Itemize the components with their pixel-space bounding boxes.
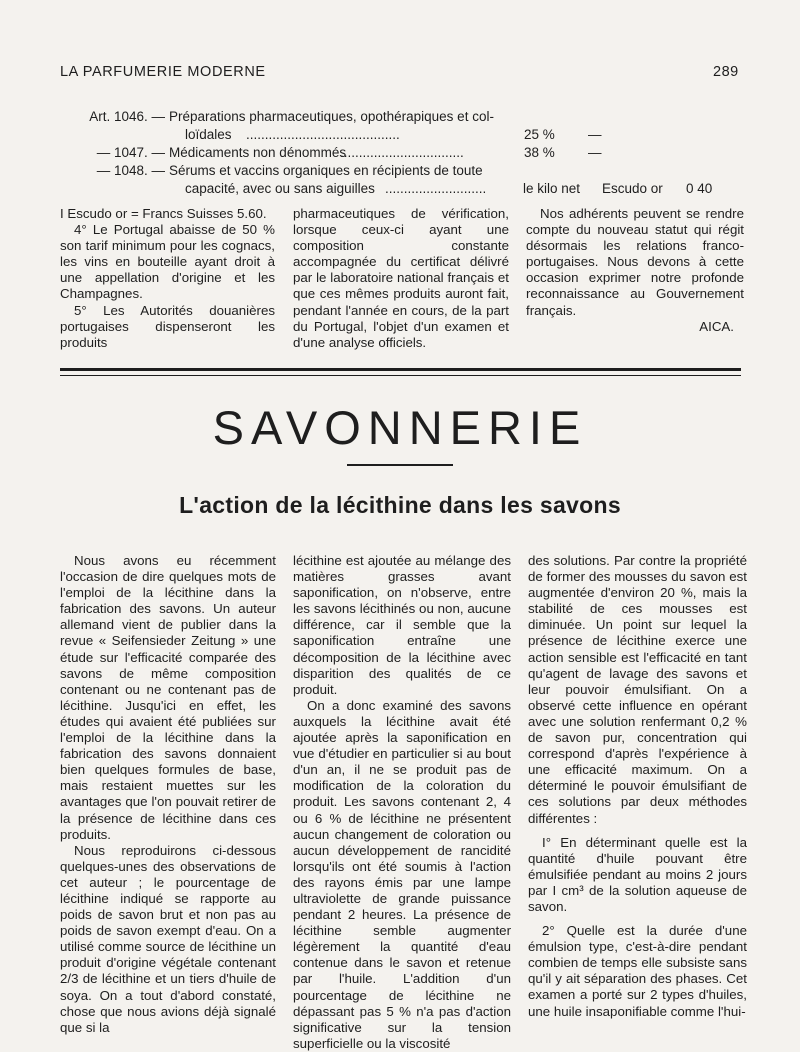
paragraph: Nos adhérents peuvent se rendre compte du nouveau statut qui régit désormais les relations franco-portugaises. Nous devons à cette occasion exprimer notre profonde reconnaissance au Gouvernement français.: [526, 206, 744, 318]
leader-dots: ...........................: [385, 181, 487, 196]
intro-column-2: [293, 206, 509, 351]
tariff-rate: 25 %: [524, 127, 555, 142]
tariff-currency: Escudo or: [602, 181, 663, 196]
paragraph: I Escudo or = Francs Suisses 5.60.: [60, 206, 267, 221]
paragraph: 5° Les Autorités douanières portugaises dispenseront les produits: [60, 302, 275, 350]
article-title: L'action de la lécithine dans les savons: [179, 492, 621, 518]
section-divider-thin: [60, 375, 741, 376]
paragraph: 4° Le Portugal abaisse de 50 % son tarif minimum pour les cognacs, les vins en bouteille ayant droit à une appellation d'origine et les Champagnes.: [60, 222, 275, 302]
tariff-rate: 38 %: [524, 145, 555, 160]
page-number: 289: [713, 64, 739, 80]
tariff-description: Préparations pharmaceutiques, opothérapiques et col-: [169, 109, 494, 124]
paragraph: I° En déterminant quelle est la quantité d'huile pouvant être émulsifiée pendant au moins 2 jours par I cm³ de la solution aqueuse de savon.: [528, 834, 747, 914]
tariff-description: capacité, avec ou sans aiguilles: [185, 181, 375, 196]
paragraph: pharmaceutiques de vérification, lorsque ceux-ci ayant une composition constante accompagnée du certificat délivré par le laboratoire national français et que ces mêmes produits auront fait, pendant l'année en cours, de la part du Portugal, l'objet d'un examen et d'une analyse officiels.: [293, 206, 509, 350]
paragraph: des solutions. Par contre la propriété de former des mousses du savon est augmentée d'environ 20 %, mais la stabilité de ces mousses est diminuée. Un point sur lequel la présence de lécithine exerce une action sensible est l'efficacité en tant qu'agent de lavage des savons et leur pouvoir émulsifiant. On a observé cette influence en opérant avec une solution renfermant 0,2 % de savon pur, concentration qui correspond d'après l'expérience à une efficacité maximum. On a déterminé le pouvoir émulsifiant de ces solutions par deux méthodes différentes :: [528, 553, 747, 826]
tariff-article-number: — 1048. —: [96, 163, 165, 178]
title-underline: [347, 464, 453, 466]
paragraph: 2° Quelle est la durée d'une émulsion type, c'est-à-dire pendant combien de temps elle subsiste sans qu'il y ait séparation des phases. Cet examen a porté sur 2 types d'huiles, une huile insaponifiable comme l'hui-: [528, 923, 747, 1019]
tariff-article-number: — 1047. —: [96, 145, 165, 160]
paragraph: Nous avons eu récemment l'occasion de dire quelques mots de l'emploi de la lécithine dans la fabrication des savons. Un auteur allemand vient de publier dans la revue « Seifensieder Zeitung » une étude sur l'efficacité comparée des savons de même composition contenant ou ne contenant pas de lécithine. Jusqu'ici en effet, les études qui avaient été publiées sur l'emploi de la lécithine dans la fabrication des savons donnaient bien quelques formules de base, mais restaient muettes sur les avantages que l'on pouvait retirer de la présence de lécithine dans ces produits.: [60, 553, 276, 842]
leader-dots: .........................................: [246, 127, 400, 142]
tariff-table: [0, 106, 800, 216]
paragraph: lécithine est ajoutée au mélange des matières grasses avant saponification, on n'observe, entre les savons lécithinés ou non, aucune différence, car il semble que la saponification entraîne une décomposition de la lécithine avec disparition des qualités de ce produit.: [293, 553, 511, 697]
tariff-rate-dash: —: [588, 145, 602, 160]
paragraph: Nous reproduirons ci-dessous quelques-unes des observations de cet auteur ; le pourcentage de lécithine indiqué se rapporte au poids de savon brut et non pas au poids de savon exempt d'eau. On a utilisé comme source de lécithine un produit d'origine végétale contenant 2/3 de lécithine et un tiers d'huile de soya. On a tout d'abord constaté, chose que nous avions déjà signalé que si la: [60, 842, 276, 1035]
tariff-description: Sérums et vaccins organiques en récipients de toute: [169, 163, 483, 178]
tariff-rate-dash: —: [588, 127, 602, 142]
section-title: SAVONNERIE: [212, 401, 588, 454]
running-title: LA PARFUMERIE MODERNE: [60, 64, 266, 80]
tariff-unit: le kilo net: [523, 181, 581, 196]
intro-column-1: [60, 206, 275, 351]
article-column-2: [293, 553, 511, 1052]
section-divider-thick: [60, 368, 741, 371]
paragraph: On a donc examiné des savons auxquels la lécithine avait été ajoutée après la saponification en vue d'étudier en particulier si au bout d'un an, il ne se produit pas de modification de la coloration du produit. Les savons contenant 2, 4 ou 6 % de lécithine ne présentent aucun changement de coloration ou aucun développement de rancidité lorsqu'ils ont été soumis à l'action des rayons émis par une lampe ultraviolette de grande puissance pendant 2 heures. La présence de lécithine semble augmenter légèrement la quantité d'eau contenue dans le savon et retenue par l'huile. L'addition d'un pourcentage de lécithine ne dépassant pas 5 % n'a pas d'action significative sur la tension superficielle ou la viscosité: [293, 697, 511, 1051]
tariff-description: Médicaments non dénommés: [169, 145, 347, 160]
tariff-article-number: Art. 1046. —: [89, 109, 165, 124]
intro-column-3: [526, 206, 744, 335]
signature: AICA.: [699, 318, 734, 334]
tariff-row: [0, 178, 800, 200]
leader-dots: .................................: [340, 145, 464, 160]
tariff-value: 0 40: [686, 181, 713, 196]
tariff-description: loïdales: [185, 127, 232, 142]
article-column-1: [60, 553, 276, 1036]
article-column-3: [528, 553, 747, 1020]
